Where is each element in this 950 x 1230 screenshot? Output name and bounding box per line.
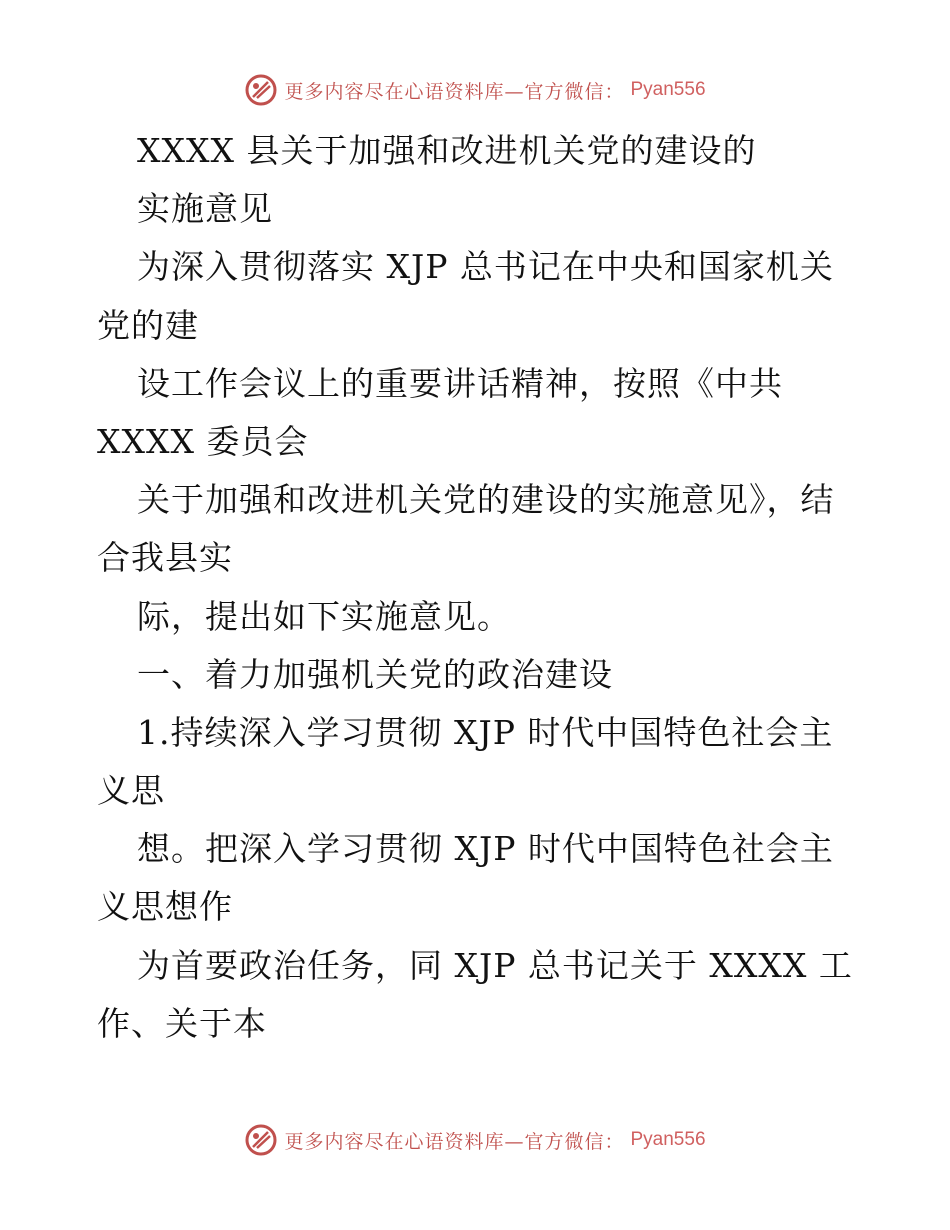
- doc-line: 党的建: [97, 305, 199, 345]
- doc-line: 1.持续深入学习贯彻 XJP 时代中国特色社会主: [137, 712, 834, 752]
- doc-line: 实施意见: [137, 189, 273, 229]
- doc-line: 义思: [97, 771, 165, 811]
- brand-logo-icon: [244, 1123, 278, 1157]
- doc-line: 想。把深入学习贯彻 XJP 时代中国特色社会主: [137, 829, 834, 869]
- doc-line: 关于加强和改进机关党的建设的实施意见》，结: [137, 480, 835, 520]
- header-text: 更多内容尽在心语资料库—官方微信：: [284, 80, 625, 103]
- doc-line: 义思想作: [97, 887, 233, 927]
- document-body: [97, 122, 867, 1053]
- doc-line: 际，提出如下实施意见。: [137, 596, 511, 636]
- header-wechat-id: Pyan556: [630, 79, 706, 100]
- doc-line: XXXX 县关于加强和改进机关党的建设的: [137, 131, 757, 170]
- doc-line: 合我县实: [97, 538, 233, 578]
- section-heading: 一、着力加强机关党的政治建设: [137, 654, 613, 694]
- footer-banner: [0, 1120, 950, 1160]
- footer-text: 更多内容尽在心语资料库—官方微信：: [284, 1130, 625, 1153]
- doc-line: 为深入贯彻落实 XJP 总书记在中央和国家机关: [137, 247, 834, 287]
- doc-line: 为首要政治任务，同 XJP 总书记关于 XXXX 工: [137, 945, 853, 985]
- doc-line: 作、关于本: [97, 1003, 267, 1043]
- footer-wechat-id: Pyan556: [630, 1129, 706, 1150]
- brand-logo-icon: [244, 73, 278, 107]
- header-banner: [0, 70, 950, 110]
- doc-line: XXXX 委员会: [97, 421, 309, 461]
- doc-line: 设工作会议上的重要讲话精神，按照《中共: [137, 363, 783, 403]
